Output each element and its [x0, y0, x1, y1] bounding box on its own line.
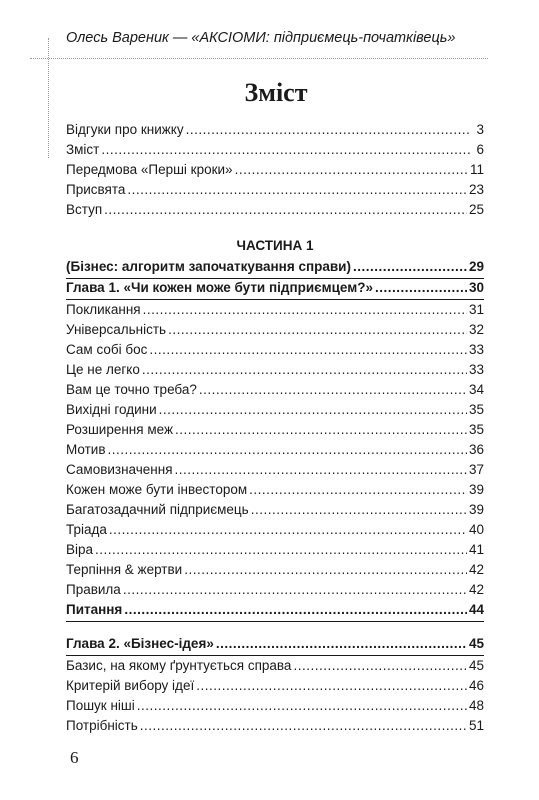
dot-leader [196, 676, 467, 696]
toc-page: 6 [476, 142, 484, 157]
toc-page: 51 [468, 718, 484, 733]
toc-entry[interactable] [66, 480, 484, 500]
dot-leader [175, 460, 467, 480]
toc-page: 35 [468, 402, 484, 417]
toc-entry[interactable] [66, 500, 484, 520]
toc-page: 44 [468, 602, 484, 617]
toc-label: Пошук ніші [66, 698, 135, 713]
toc-entry[interactable] [66, 580, 484, 600]
toc-entry[interactable] [66, 716, 484, 736]
questions-rule [66, 621, 484, 622]
page-number: 6 [70, 748, 79, 767]
dot-leader [159, 400, 467, 420]
toc-entry[interactable] [66, 340, 484, 360]
toc-label: Відгуки про книжку [66, 122, 184, 137]
dot-leader [142, 360, 467, 380]
toc-label: Віра [66, 542, 94, 557]
chapter-1-entry[interactable] [66, 278, 484, 298]
toc-entry[interactable] [66, 440, 484, 460]
toc-page: 23 [468, 182, 484, 197]
toc-page: 42 [468, 582, 484, 597]
page-title: Зміст [244, 78, 308, 107]
margin-dotted-rule [48, 38, 49, 158]
toc-page: 45 [468, 658, 484, 673]
toc-entry[interactable] [66, 696, 484, 716]
toc-label: Присвята [66, 182, 126, 197]
toc-page: 36 [468, 442, 484, 457]
toc-label: Потрібність [66, 718, 138, 733]
toc-entry[interactable] [66, 540, 484, 560]
toc-entry-reviews[interactable] [66, 120, 484, 140]
toc-entry-foreword[interactable] [66, 160, 484, 180]
toc-label: Сам собі бос [66, 342, 148, 357]
chapter-2-entry[interactable] [66, 634, 484, 654]
toc-label: Вам це точно треба? [66, 382, 197, 397]
toc-page: 48 [468, 698, 484, 713]
toc-label: Критерій вибору ідеї [66, 678, 195, 693]
toc-entry[interactable] [66, 560, 484, 580]
toc-entry-contents[interactable] [66, 140, 484, 160]
dot-leader [124, 600, 467, 620]
toc-label: Глава 1. «Чи кожен може бути підприємцем?» [66, 280, 373, 295]
toc-entry[interactable] [66, 656, 484, 676]
dot-leader [123, 580, 467, 600]
dot-leader [184, 560, 467, 580]
toc-entry[interactable] [66, 360, 484, 380]
toc-label: Універсальність [66, 322, 167, 337]
toc-page: 32 [468, 322, 484, 337]
running-header: Олесь Вареник — «АКСІОМИ: підприємець-початківець» [66, 30, 456, 46]
toc-entry[interactable] [66, 420, 484, 440]
dot-leader [143, 300, 467, 320]
dot-leader [109, 520, 467, 540]
toc-label: Вихідні години [66, 402, 157, 417]
dot-leader [235, 160, 468, 180]
dot-leader [186, 120, 470, 140]
part-subtitle[interactable] [66, 257, 484, 277]
toc-entry[interactable] [66, 320, 484, 340]
toc-page: 25 [468, 202, 484, 217]
toc-page: 30 [468, 280, 484, 295]
dot-leader [199, 380, 467, 400]
dot-leader [251, 500, 467, 520]
dot-leader [375, 278, 467, 298]
toc-label: Багатозадачний підприємець [66, 502, 249, 517]
dot-leader [216, 634, 467, 654]
toc-entry-dedication[interactable] [66, 180, 484, 200]
toc-entry[interactable] [66, 520, 484, 540]
toc-page: 42 [468, 562, 484, 577]
dot-leader [149, 340, 467, 360]
toc-label: Передмова «Перші кроки» [66, 162, 233, 177]
toc-page: 33 [468, 362, 484, 377]
toc-label: (Бізнес: алгоритм започаткування справи) [66, 259, 351, 274]
toc-page: 33 [468, 342, 484, 357]
toc-label: Розширення меж [66, 422, 173, 437]
toc-page: 46 [468, 678, 484, 693]
dot-leader [127, 180, 467, 200]
toc-entry-introduction[interactable] [66, 200, 484, 220]
toc-page: 29 [468, 259, 484, 274]
dot-leader [140, 716, 467, 736]
toc-page: 11 [469, 162, 484, 177]
dot-leader [168, 320, 467, 340]
toc-entry[interactable] [66, 676, 484, 696]
toc-label: Тріада [66, 522, 107, 537]
toc-page: 31 [468, 302, 484, 317]
toc-label: Кожен може бути інвестором [66, 482, 248, 497]
dot-leader [293, 656, 467, 676]
toc-label: Покликання [66, 302, 141, 317]
part-heading: ЧАСТИНА 1 [236, 238, 314, 253]
dot-leader [104, 200, 467, 220]
toc-label: Мотив [66, 442, 106, 457]
toc-label: Терпіння & жертви [66, 562, 183, 577]
toc-entry[interactable] [66, 380, 484, 400]
toc-page: 3 [476, 122, 484, 137]
toc-entry[interactable] [66, 400, 484, 420]
toc-entry-questions[interactable] [66, 600, 484, 620]
dot-leader [249, 480, 467, 500]
toc-label: Питання [66, 602, 123, 617]
dot-leader [101, 140, 470, 160]
dot-leader [175, 420, 467, 440]
toc-page: 45 [468, 636, 484, 651]
dot-leader [95, 540, 467, 560]
toc-page: 39 [468, 502, 484, 517]
toc-page: 34 [468, 382, 484, 397]
header-dotted-rule [30, 58, 488, 59]
toc-label: Це не легко [66, 362, 140, 377]
toc-label: Вступ [66, 202, 103, 217]
toc-page: 39 [468, 482, 484, 497]
toc-label: Самовизначення [66, 462, 173, 477]
dot-leader [108, 440, 467, 460]
toc-page: 40 [468, 522, 484, 537]
toc-page: 37 [468, 462, 484, 477]
toc-page: 41 [468, 542, 484, 557]
toc-entry[interactable] [66, 300, 484, 320]
dot-leader [137, 696, 467, 716]
toc-label: Зміст [66, 142, 100, 157]
dot-leader [353, 257, 467, 277]
toc-label: Базис, на якому ґрунтується справа [66, 658, 292, 673]
toc-label: Правила [66, 582, 121, 597]
toc-label: Глава 2. «Бізнес-ідея» [66, 636, 214, 651]
toc-page: 35 [468, 422, 484, 437]
toc-entry[interactable] [66, 460, 484, 480]
